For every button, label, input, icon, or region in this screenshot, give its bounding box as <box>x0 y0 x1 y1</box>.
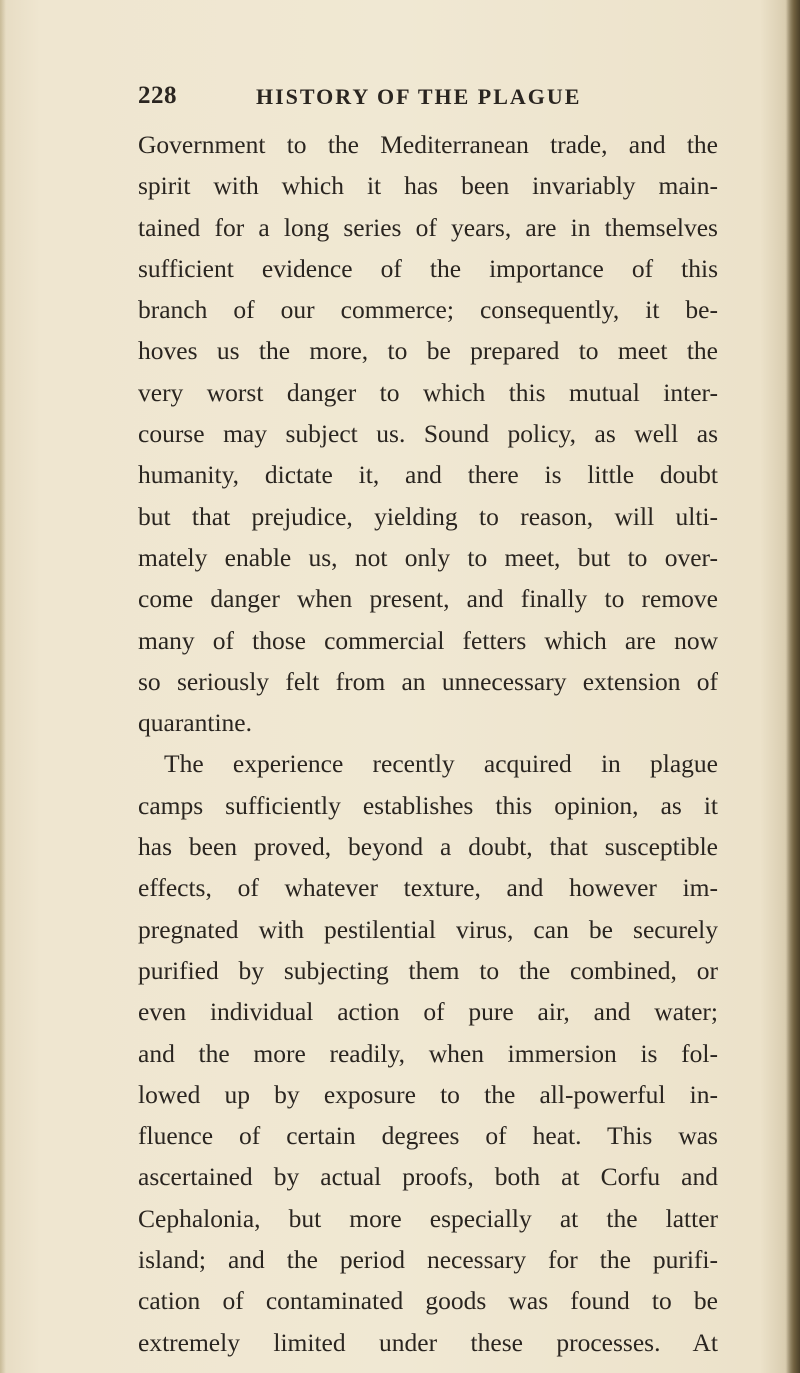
text-line: mately enable us, not only to meet, but to over- <box>138 542 718 572</box>
text-line: spirit with which it has been invariably main- <box>138 171 718 201</box>
text-line: lowed up by exposure to the all-powerful in- <box>138 1079 718 1109</box>
text-line: pregnated with pestilential virus, can be securely <box>138 914 718 944</box>
text-line: so seriously felt from an unnecessary extension of <box>138 666 718 696</box>
text-line: camps sufficiently establishes this opinion, as it <box>138 790 718 820</box>
page-binding-edge <box>786 0 800 1373</box>
text-line: cation of contaminated goods was found to be <box>138 1286 718 1316</box>
page-header <box>138 82 698 122</box>
text-line: even individual action of pure air, and water; <box>138 997 718 1027</box>
text-line: many of those commercial fetters which are now <box>138 625 718 655</box>
text-line: Government to the Mediterranean trade, and the <box>138 130 718 159</box>
text-line: come danger when present, and finally to remove <box>138 584 718 614</box>
running-head: HISTORY OF THE PLAGUE <box>256 84 582 109</box>
text-line: purified by subjecting them to the combined, or <box>138 955 718 985</box>
text-line: hoves us the more, to be prepared to meet the <box>138 336 718 366</box>
text-line: has been proved, beyond a doubt, that susceptible <box>138 832 718 862</box>
page-left-edge <box>0 0 6 1373</box>
text-line: island; and the period necessary for the purifi- <box>138 1245 718 1275</box>
text-line: but that prejudice, yielding to reason, will ulti- <box>138 501 718 531</box>
paragraph-start-line: The experience recently acquired in plague <box>164 749 718 779</box>
text-line: sufficient evidence of the importance of this <box>138 253 718 283</box>
text-line: effects, of whatever texture, and however im- <box>138 873 718 903</box>
text-line: ascertained by actual proofs, both at Corfu and <box>138 1162 718 1192</box>
text-line: very worst danger to which this mutual inter- <box>138 377 718 407</box>
text-line: tained for a long series of years, are in themselves <box>138 212 718 242</box>
page-number: 228 <box>138 82 177 109</box>
text-line: extremely limited under these processes. At <box>138 1327 718 1357</box>
text-line: and the more readily, when immersion is fol- <box>138 1038 718 1068</box>
text-line: humanity, dictate it, and there is little doubt <box>138 460 718 490</box>
text-line: branch of our commerce; consequently, it be- <box>138 295 718 325</box>
text-line: course may subject us. Sound policy, as well as <box>138 419 718 449</box>
text-line: Cephalonia, but more especially at the latter <box>138 1203 718 1233</box>
text-line: fluence of certain degrees of heat. This was <box>138 1121 718 1151</box>
paragraph-end-line: quarantine. <box>138 708 252 738</box>
body-text <box>138 124 718 1363</box>
